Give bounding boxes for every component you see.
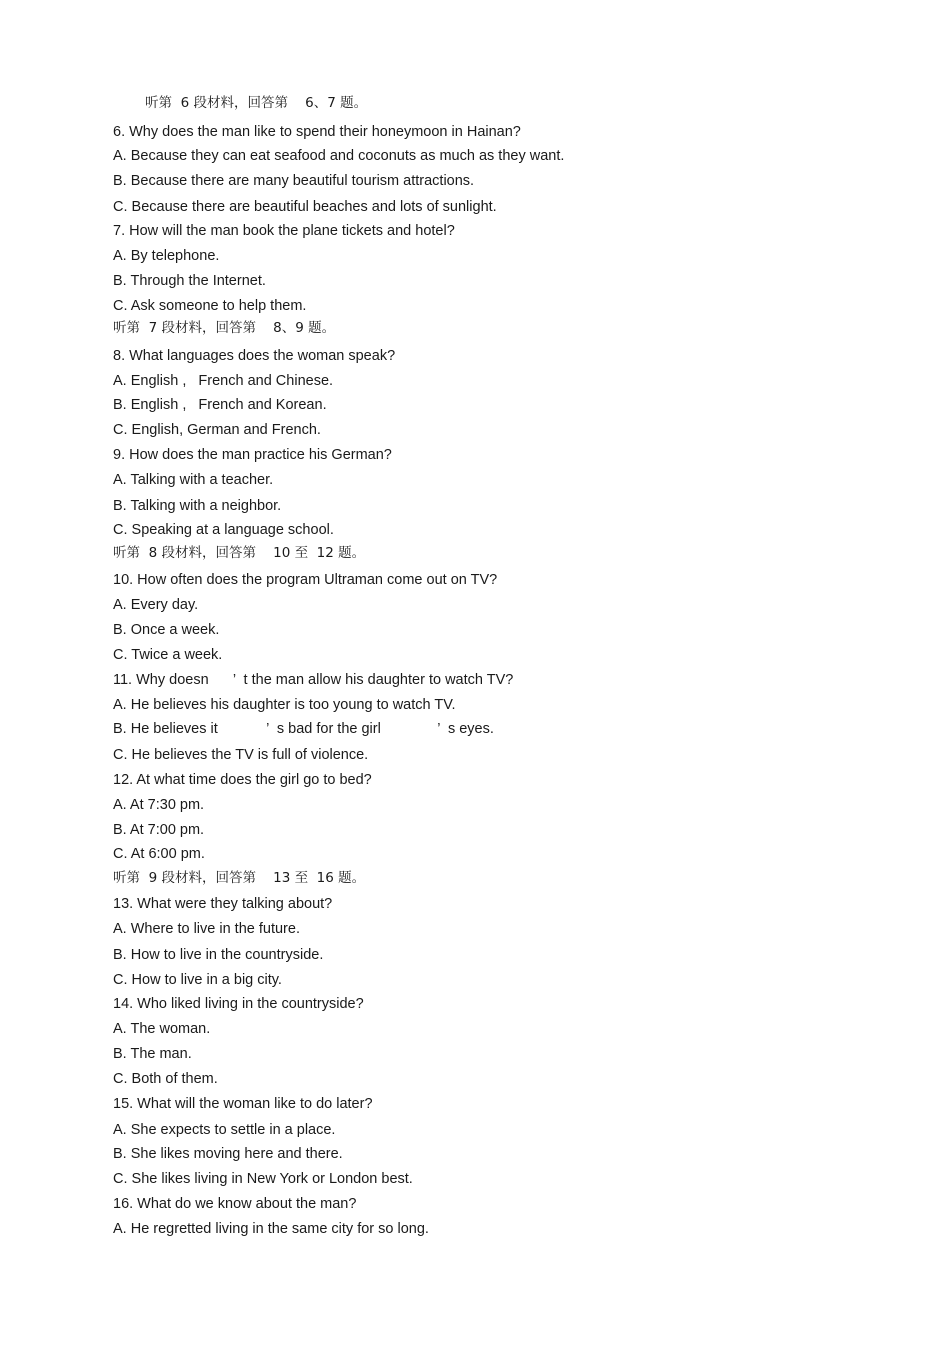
question-text: 12. At what time does the girl go to bed?	[113, 772, 372, 788]
option-text: A. Where to live in the future.	[113, 921, 300, 937]
question-text: 13. What were they talking about?	[113, 896, 333, 912]
option-text: B. She likes moving here and there.	[113, 1146, 343, 1162]
option-text: B. English , French and Korean.	[113, 397, 327, 413]
option-text: C. She likes living in New York or London best.	[113, 1171, 413, 1187]
option-text: C. At 6:00 pm.	[113, 846, 205, 862]
question-text: 10. How often does the program Ultraman come out on TV?	[113, 572, 498, 588]
option-text: A. At 7:30 pm.	[113, 797, 205, 813]
option-text: A. She expects to settle in a place.	[113, 1122, 336, 1138]
option-text: B. He believes it ’ s bad for the girl ’ s eyes.	[113, 721, 494, 737]
option-text: A. He regretted living in the same city for so long.	[113, 1221, 429, 1237]
option-text: B. The man.	[113, 1046, 192, 1062]
option-text: C. He believes the TV is full of violence.	[113, 747, 369, 763]
option-text: C. Speaking at a language school.	[113, 522, 334, 538]
question-text: 16. What do we know about the man?	[113, 1196, 357, 1212]
option-text: C. Both of them.	[113, 1071, 218, 1087]
question-text: 6. Why does the man like to spend their honeymoon in Hainan?	[113, 124, 521, 140]
option-text: B. Talking with a neighbor.	[113, 498, 282, 514]
section-heading: 听第 7 段材料，回答第 8、9 题。	[113, 320, 336, 336]
question-text: 15. What will the woman like to do later?	[113, 1096, 373, 1112]
option-text: C. Ask someone to help them.	[113, 298, 307, 314]
option-text: C. English, German and French.	[113, 422, 321, 438]
option-text: A. Because they can eat seafood and coconuts as much as they want.	[113, 148, 565, 164]
option-text: A. English , French and Chinese.	[113, 373, 334, 389]
question-text: 7. How will the man book the plane tickets and hotel?	[113, 223, 455, 239]
option-text: B. At 7:00 pm.	[113, 822, 205, 838]
option-text: C. Twice a week.	[113, 647, 223, 663]
option-text: B. How to live in the countryside.	[113, 947, 324, 963]
section-heading: 听第 8 段材料，回答第 10 至 12 题。	[113, 545, 366, 561]
option-text: B. Once a week.	[113, 622, 220, 638]
option-text: C. How to live in a big city.	[113, 972, 282, 988]
question-text: 11. Why doesn ’ t the man allow his daughter to watch TV?	[113, 672, 514, 688]
option-text: B. Because there are many beautiful tourism attractions.	[113, 173, 475, 189]
option-text: A. By telephone.	[113, 248, 220, 264]
option-text: A. He believes his daughter is too young to watch TV.	[113, 697, 456, 713]
option-text: A. The woman.	[113, 1021, 211, 1037]
option-text: A. Every day.	[113, 597, 199, 613]
question-text: 8. What languages does the woman speak?	[113, 348, 396, 364]
question-text: 9. How does the man practice his German?	[113, 447, 392, 463]
question-text: 14. Who liked living in the countryside?	[113, 996, 364, 1012]
section-heading: 听第 6 段材料，回答第 6、7 题。	[145, 95, 368, 111]
option-text: A. Talking with a teacher.	[113, 472, 274, 488]
section-heading: 听第 9 段材料，回答第 13 至 16 题。	[113, 870, 366, 886]
option-text: B. Through the Internet.	[113, 273, 266, 289]
option-text: C. Because there are beautiful beaches and lots of sunlight.	[113, 199, 497, 215]
